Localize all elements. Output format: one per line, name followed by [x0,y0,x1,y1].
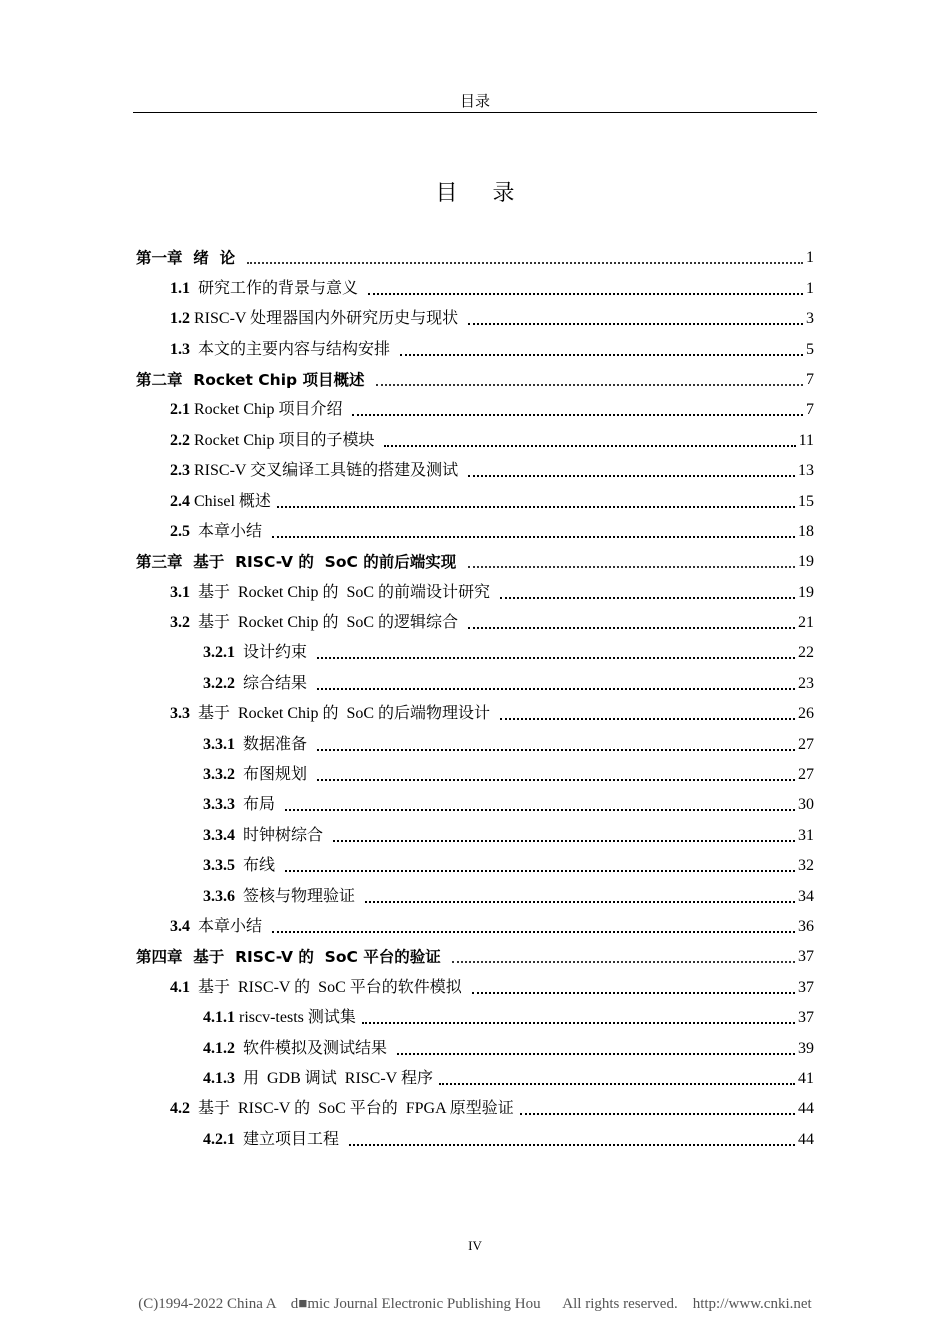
toc-entry-title: Rocket Chip 项目概述 [182,370,370,389]
toc-entry-number: 4.1.2 [203,1039,235,1057]
toc-entry-page: 1 [806,279,814,297]
toc-entry-number: 3.3 [170,705,190,723]
dot-leader [468,323,803,325]
dot-leader [285,870,795,872]
toc-entry[interactable] [136,663,814,693]
toc-entry-title: 基于 Rocket Chip 的 SoC 的逻辑综合 [190,614,463,632]
toc-entry-page: 19 [798,553,814,571]
toc-entry-number: 3.2 [170,614,190,632]
toc-entry-number: 4.2 [170,1100,190,1118]
toc-entry-page: 44 [798,1100,814,1118]
toc-entry-page: 11 [798,431,814,449]
dot-leader [333,840,795,842]
toc-entry-page: 23 [798,674,814,692]
toc-entry[interactable] [136,360,814,390]
toc-entry[interactable] [136,1089,814,1119]
toc-entry-title: 基于 RISC-V 的 SoC 平台的软件模拟 [190,978,466,996]
dot-leader [468,627,795,629]
dot-leader [376,384,803,386]
toc-entry-title: 软件模拟及测试结果 [235,1039,392,1057]
toc-entry-number: 3.2.1 [203,644,235,662]
toc-entry[interactable] [136,268,814,298]
toc-entry-page: 7 [806,370,814,388]
dot-leader [397,1053,795,1055]
toc-entry-number: 4.1.1 [203,1009,235,1027]
toc-entry-page: 7 [806,401,814,419]
table-of-contents [136,238,814,1150]
toc-entry-title: 数据准备 [235,735,312,753]
toc-entry[interactable] [136,238,814,268]
toc-entry-number: 3.1 [170,583,190,601]
toc-title: 目 录 [435,181,529,206]
toc-entry-number: 1.1 [170,279,190,297]
toc-entry[interactable] [136,785,814,815]
toc-entry-title: 基于 RISC-V 的 SoC 平台的验证 [182,948,447,967]
toc-entry-number: 第四章 [136,948,183,967]
toc-entry-title: 建立项目工程 [235,1130,344,1148]
toc-entry[interactable] [136,1059,814,1089]
toc-entry-page: 18 [798,522,814,540]
toc-entry[interactable] [136,329,814,359]
toc-entry[interactable] [136,633,814,663]
toc-entry-title: RISC-V 交叉编译工具链的搭建及测试 [190,462,463,480]
toc-entry-number: 4.1 [170,978,190,996]
toc-entry-title: RISC-V 处理器国内外研究历史与现状 [190,310,463,328]
toc-entry[interactable] [136,755,814,785]
toc-entry-page: 27 [798,766,814,784]
toc-entry[interactable] [136,572,814,602]
toc-entry[interactable] [136,967,814,997]
dot-leader [500,597,795,599]
toc-entry-title: 设计约束 [235,644,312,662]
toc-entry-number: 3.3.4 [203,826,235,844]
toc-entry-page: 44 [798,1130,814,1148]
toc-entry-number: 3.3.5 [203,857,235,875]
toc-entry-title: 综合结果 [235,674,312,692]
dot-leader [468,566,795,568]
cnki-footer: (C)1994-2022 China A d■mic Journal Electronic Publishing Hou All rights reserved. http://www.cnki.net [138,1296,812,1312]
header-rule [133,112,817,113]
toc-entry[interactable] [136,1028,814,1058]
dot-leader [277,506,795,508]
toc-entry-page: 27 [798,735,814,753]
toc-entry-title: 布线 [235,857,280,875]
toc-entry-number: 3.4 [170,917,190,935]
dot-leader [362,1022,795,1024]
dot-leader [317,688,795,690]
toc-entry-title: 本文的主要内容与结构安排 [190,340,395,358]
dot-leader [439,1083,795,1085]
toc-entry-number: 3.2.2 [203,674,235,692]
dot-leader [384,445,795,447]
dot-leader [317,779,795,781]
dot-leader [452,961,795,963]
running-head: 目录 [459,94,490,110]
toc-entry-number: 第一章 [136,249,183,268]
toc-entry-title: 基于 Rocket Chip 的 SoC 的后端物理设计 [190,705,495,723]
toc-entry-number: 4.2.1 [203,1130,235,1148]
dot-leader [317,749,795,751]
toc-entry[interactable] [136,694,814,724]
toc-entry[interactable] [136,724,814,754]
toc-entry-title: 基于 Rocket Chip 的 SoC 的前端设计研究 [190,583,495,601]
dot-leader [317,657,795,659]
dot-leader [368,293,803,295]
toc-entry-page: 3 [806,310,814,328]
dot-leader [365,901,795,903]
toc-entry-title: 布图规划 [235,766,312,784]
toc-entry-page: 1 [806,249,814,267]
toc-entry-page: 26 [798,705,814,723]
toc-entry-title: 基于 RISC-V 的 SoC 的前后端实现 [182,553,462,572]
toc-entry-title: Rocket Chip 项目介绍 [190,401,347,419]
toc-entry-page: 37 [798,948,814,966]
toc-entry-number: 2.3 [170,462,190,480]
toc-entry-page: 32 [798,857,814,875]
toc-entry[interactable] [136,907,814,937]
toc-entry-number: 3.3.1 [203,735,235,753]
dot-leader [285,809,795,811]
toc-entry[interactable] [136,542,814,572]
toc-entry-page: 36 [798,917,814,935]
toc-entry-title: riscv-tests 测试集 [235,1009,356,1027]
toc-entry[interactable] [136,846,814,876]
toc-entry[interactable] [136,815,814,845]
toc-entry-page: 5 [806,340,814,358]
dot-leader [247,262,804,264]
toc-entry[interactable] [136,603,814,633]
toc-entry-title: 本章小结 [190,917,267,935]
toc-entry-page: 15 [798,492,814,510]
toc-entry[interactable] [136,390,814,420]
dot-leader [349,1144,795,1146]
toc-entry-number: 2.2 [170,431,190,449]
toc-entry-page: 37 [798,1009,814,1027]
toc-entry-page: 34 [798,887,814,905]
toc-entry[interactable] [136,451,814,481]
toc-entry-number: 4.1.3 [203,1069,235,1087]
toc-entry-number: 3.3.3 [203,796,235,814]
dot-leader [352,414,803,416]
page-number: IV [468,1238,482,1253]
toc-entry-title: 本章小结 [190,522,267,540]
dot-leader [272,536,795,538]
toc-entry-title: 研究工作的背景与意义 [190,279,363,297]
toc-entry-number: 2.5 [170,522,190,540]
toc-entry-page: 30 [798,796,814,814]
toc-entry-title: Rocket Chip 项目的子模块 [190,431,379,449]
toc-entry-title: 签核与物理验证 [235,887,360,905]
toc-entry-page: 39 [798,1039,814,1057]
toc-entry-number: 3.3.2 [203,766,235,784]
toc-entry[interactable] [136,420,814,450]
toc-entry-title: 绪 论 [182,249,241,268]
dot-leader [520,1113,795,1115]
toc-entry-page: 22 [798,644,814,662]
toc-entry-number: 第三章 [136,553,183,572]
toc-entry-title: 用 GDB 调试 RISC-V 程序 [235,1069,433,1087]
toc-entry[interactable] [136,512,814,542]
toc-entry-title: 时钟树综合 [235,826,328,844]
toc-entry[interactable] [136,937,814,967]
toc-entry[interactable] [136,481,814,511]
toc-entry-number: 3.3.6 [203,887,235,905]
toc-entry-title: Chisel 概述 [190,492,271,510]
toc-entry-page: 41 [798,1069,814,1087]
toc-entry-title: 基于 RISC-V 的 SoC 平台的 FPGA 原型验证 [190,1100,514,1118]
toc-entry-number: 2.4 [170,492,190,510]
toc-entry-number: 1.3 [170,340,190,358]
toc-entry-page: 21 [798,614,814,632]
toc-entry[interactable] [136,876,814,906]
toc-entry-page: 37 [798,978,814,996]
dot-leader [400,354,803,356]
toc-entry-page: 31 [798,826,814,844]
toc-entry[interactable] [136,998,814,1028]
toc-entry-number: 第二章 [136,370,183,389]
toc-entry-title: 布局 [235,796,280,814]
dot-leader [500,718,795,720]
toc-entry-page: 19 [798,583,814,601]
toc-entry[interactable] [136,299,814,329]
toc-entry-number: 1.2 [170,310,190,328]
toc-entry-page: 13 [798,462,814,480]
dot-leader [272,931,795,933]
dot-leader [472,992,795,994]
toc-entry-number: 2.1 [170,401,190,419]
toc-entry[interactable] [136,1119,814,1149]
dot-leader [468,475,795,477]
